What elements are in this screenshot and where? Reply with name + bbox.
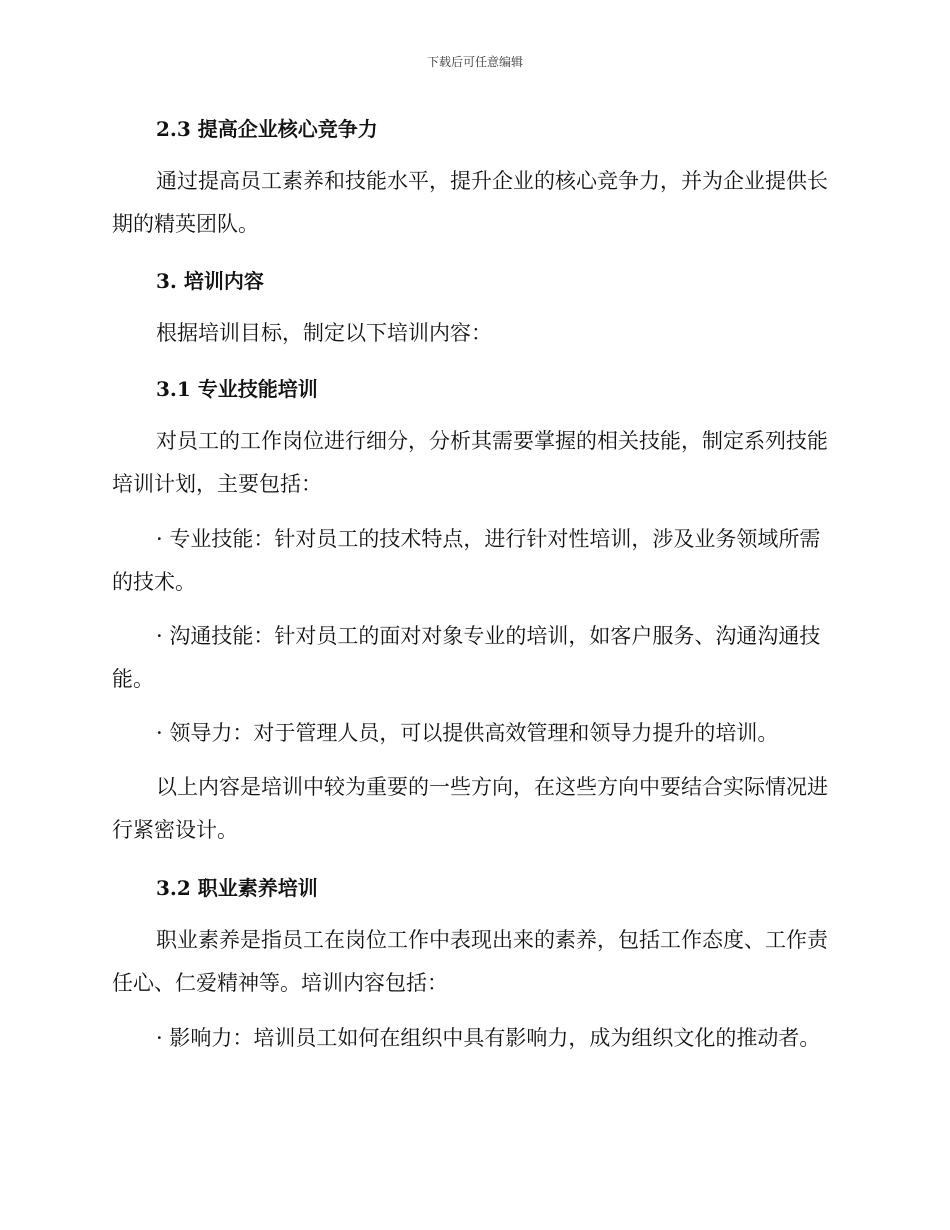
section-heading-3: 3. 培训内容 [156,269,264,293]
bullet-text: · 领导力：对于管理人员，可以提供高效管理和领导力提升的培训。 [156,721,779,745]
section-heading-3-1: 3.1 专业技能培训 [156,377,318,401]
section-heading-3-2: 3.2 职业素养培训 [156,876,318,900]
paragraph-3 [112,312,830,355]
bullet-leadership [112,712,830,755]
bullet-text: · 沟通技能：针对员工的面对对象专业的培训，如客户服务、沟通沟通技能。 [112,624,821,691]
section-heading-2-3: 2.3 提高企业核心竞争力 [156,117,378,141]
page-header: 下载后可任意编辑 [426,55,523,69]
bullet-communication-skills [112,615,830,701]
paragraph-text: 以上内容是培训中较为重要的一些方向，在这些方向中要结合实际情况进行紧密设计。 [112,775,828,842]
paragraph-2-3 [112,160,830,246]
paragraph-text: 对员工的工作岗位进行细分，分析其需要掌握的相关技能，制定系列技能培训计划，主要包括： [112,429,828,496]
bullet-text: · 专业技能：针对员工的技术特点，进行针对性培训，涉及业务领域所需的技术。 [112,527,821,594]
paragraph-3-2 [112,919,830,1005]
bullet-text: · 影响力：培训员工如何在组织中具有影响力，成为组织文化的推动者。 [156,1026,821,1050]
paragraph-3-1 [112,420,830,506]
paragraph-text: 职业素养是指员工在岗位工作中表现出来的素养，包括工作态度、工作责任心、仁爱精神等。培训内容包括： [112,928,828,995]
bullet-professional-skills [112,518,830,604]
paragraph-text: 通过提高员工素养和技能水平，提升企业的核心竞争力，并为企业提供长期的精英团队。 [112,169,828,236]
paragraph-summary [112,766,830,852]
paragraph-text: 根据培训目标，制定以下培训内容： [156,321,492,345]
bullet-influence [112,1017,830,1060]
